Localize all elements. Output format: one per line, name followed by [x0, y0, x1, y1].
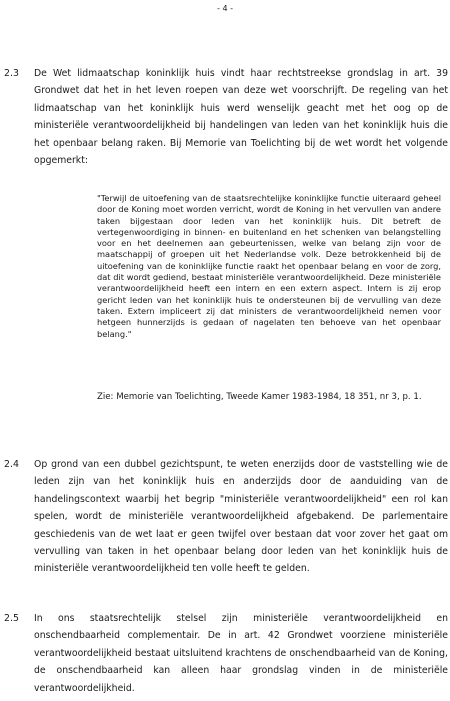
section-number: 2.4 [4, 459, 19, 470]
block-quote: "Terwijl de uitoefening van de staatsrechtelijke koninklijke functie uiteraard geheel door de Koning moet worden verricht, wordt de Koning in het vervullen van andere taken bijgestaan door leden van het koninklijk huis. Dit betreft de vertegenwoordiging in binnen- en buitenland en het schenken van belangstelling voor en het deelnemen aan gebeurtenissen, welke van belang zijn voor de maatschappij of groepen uit het Nederlandse volk. Deze betrokkenheid bij de uitoefening van de koninklijke functie raakt het openbaar belang en voor de zorg, dat dit wordt gediend, bestaat ministeriële verantwoordelijkheid. Deze ministeriële verantwoordelijkheid heeft een intern en een extern aspect. Intern is zij erop gericht leden van het koninklijk huis te ondersteunen bij de vervulling van deze taken. Extern impliceert zij dat ministers de verantwoordelijkheid nemen voor hetgeen hunnerzijds is gedaan of nagelaten ten behoeve van het openbaar belang." [97, 193, 441, 339]
quote-citation: Zie: Memorie van Toelichting, Tweede Kamer 1983-1984, 18 351, nr 3, p. 1. [97, 392, 422, 402]
page-number: - 4 - [217, 4, 233, 13]
section-text: De Wet lidmaatschap koninklijk huis vindt haar rechtstreekse grondslag in art. 39 Grondwet dat het in het leven roepen van deze wet voorschrijft. De regeling van het lidmaatschap van het koninklijk huis werd wenselijk geacht met het oog op de ministeriële verantwoordelijkheid bij handelingen van leden van het koninklijk huis die het openbaar belang raken. Bij Memorie van Toelichting bij de wet wordt het volgende opgemerkt: [34, 68, 448, 167]
section-text: In ons staatsrechtelijk stelsel zijn ministeriële verantwoordelijkheid en onschendbaarheid complementair. De in art. 42 Grondwet voorziene ministeriële verantwoordelijkheid bestaat uitsluitend krachtens de onschendbaarheid van de Koning, de onschendbaarheid kan alleen haar grondslag vinden in de ministeriële verantwoordelijkheid. [34, 613, 448, 694]
section-number: 2.5 [4, 613, 19, 624]
section-text: Op grond van een dubbel gezichtspunt, te weten enerzijds door de vaststelling wie de leden zijn van het koninklijk huis en anderzijds door de aanduiding van de handelingscontext waarbij het begrip "ministeriële verantwoordelijkheid" een rol kan spelen, wordt de ministeriële verantwoordelijkheid afgebakend. De parlementaire geschiedenis van de wet laat er geen twijfel over bestaan dat voor zover het gaat om vervulling van taken in het openbaar belang door leden van het koninklijk huis de ministeriële verantwoordelijkheid ten volle heeft te gelden. [34, 459, 448, 575]
section-number: 2.3 [4, 68, 19, 79]
